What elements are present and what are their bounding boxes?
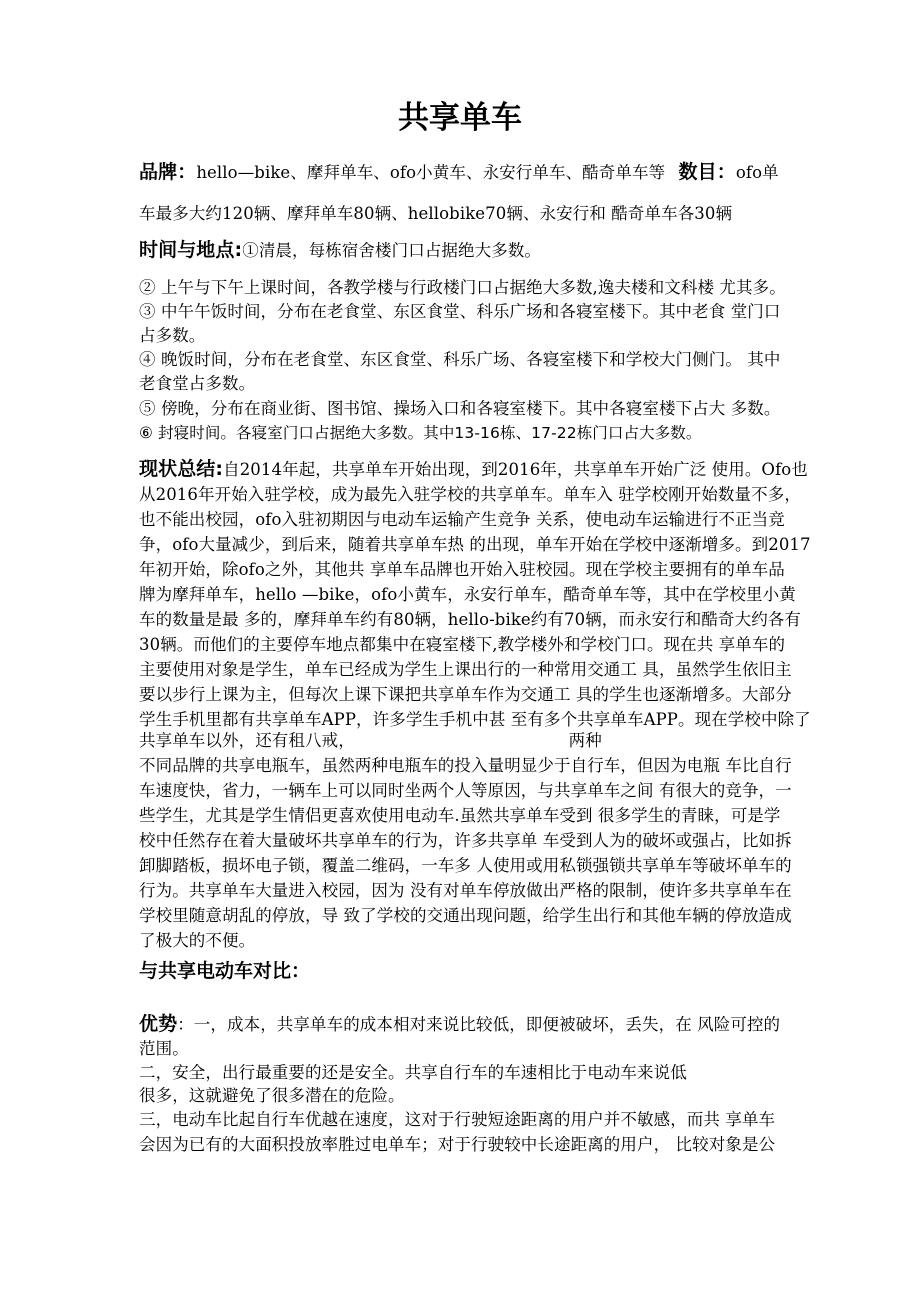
status-line: 不同品牌的共享电瓶车，虽然两种电瓶车的投入量明显少于自行车，但因为电瓶 车比自行 [139, 756, 792, 775]
status-line: 了极大的不便。 [139, 931, 256, 950]
count-text-2: 车最多大约120辆、摩拜单车80辆、hellobike70辆、永安行和 酷奇单车各30辆 [139, 204, 733, 223]
time-item: ③ 中午午饭时间，分布在老食堂、东区食堂、科乐广场和各寝室楼下。其中老食 堂门口 [139, 302, 781, 321]
status-first: 自2014年起，共享单车开始出现，到2016年，共享单车开始广泛 使用。Ofo也 [223, 460, 808, 479]
time-line: 时间与地点:①清晨，每栋宿舍楼门口占据绝大多数。 [139, 239, 542, 261]
time-item: ⑥ 封寝时间。各寝室门口占据绝大多数。其中13-16栋、17-22栋门口占大多数。 [139, 424, 702, 442]
status-line: 车的数量是最 多的，摩拜单车约有80辆，hello-bike约有70辆，而永安行和酷奇大约各有 [139, 610, 801, 629]
count-label: 数目 [678, 161, 717, 183]
status-label: 现状总结 [139, 458, 216, 480]
advantage-item: 会因为已有的大面积投放率胜过电单车；对于行驶较中长途距离的用户， 比较对象是公 [139, 1135, 776, 1154]
status-line: 共享单车以外，还有租八戒， 两种 [139, 731, 602, 750]
status-line: 要以步行上课为主，但每次上课下课把共享单车作为交通工 具的学生也逐渐增多。大部分 [139, 685, 792, 704]
status-line: 学生手机里都有共享单车APP，许多学生手机中甚 至有多个共享单车APP。现在学校中除了 [139, 710, 811, 729]
status-line: 争，ofo大量减少，到后来，随着共享单车热 的出现，单车开始在学校中逐渐增多。到2017 [139, 535, 811, 554]
status-line: 主要使用对象是学生，单车已经成为学生上课出行的一种常用交通工 具，虽然学生依旧主 [139, 660, 792, 679]
time-item: ② 上午与下午上课时间，各教学楼与行政楼门口占据绝大多数,逸夫楼和文科楼 尤其多。 [139, 278, 786, 297]
status-line: 行为。共享单车大量进入校园，因为 没有对单车停放做出严格的限制，使许多共享单车在 [139, 881, 792, 900]
page-title: 共享单车 [398, 100, 522, 136]
status-line: 也不能出校园，ofo入驻初期因与电动车运输产生竞争 关系，使电动车运输进行不正当竞 [139, 510, 785, 529]
advantage-item: 范围。 [139, 1039, 189, 1058]
status-line: 牌为摩拜单车，hello —bike，ofo小黄车，永安行单车，酷奇单车等，其中在学校里小黄 [139, 585, 796, 604]
count-text-1: ofo单 [735, 163, 779, 182]
status-line: 卸脚踏板，损坏电子锁，覆盖二维码，一车多 人使用或用私锁强锁共享单车等破坏单车的 [139, 856, 792, 875]
brand-text: hello—bike、摩拜单车、ofo小黄车、永安行单车、酷奇单车等 [196, 163, 666, 182]
status-line: 年初开始，除ofo之外，其他共 享单车品牌也开始入驻校园。现在学校主要拥有的单车品 [139, 560, 785, 579]
time-item: ④ 晚饭时间，分布在老食堂、东区食堂、科乐广场、各寝室楼下和学校大门侧门。 其中 [139, 350, 781, 369]
status-line: 校中任然存在着大量破坏共享单车的行为，许多共享单 车受到人为的破坏或强占，比如拆 [139, 831, 792, 850]
time-label: 时间与地点 [139, 239, 235, 261]
brand-label: 品牌 [139, 161, 178, 183]
advantage-item: 很多，这就避免了很多潜在的危险。 [139, 1086, 405, 1105]
status-line: 从2016年开始入驻学校，成为最先入驻学校的共享单车。单车入 驻学校刚开始数量不多， [139, 485, 801, 504]
advantage-item: 三，电动车比起自行车优越在速度，这对于行驶短途距离的用户并不敏感，而共 享单车 [139, 1110, 776, 1129]
advantage-item: 二，安全，出行最重要的还是安全。共享自行车的车速相比于电动车来说低 [139, 1063, 687, 1082]
time-first: ①清晨，每栋宿舍楼门口占据绝大多数。 [242, 241, 542, 260]
time-item: 占多数。 [139, 326, 206, 345]
advantage-line [139, 1012, 864, 1037]
status-line: 学校里随意胡乱的停放，导 致了学校的交通出现问题，给学生出行和其他车辆的停放造成 [139, 906, 792, 925]
status-line: 车速度快，省力，一辆车上可以同时坐两个人等原因，与共享单车之间 有很大的竞争，一 [139, 781, 792, 800]
status-line: 现状总结:自2014年起，共享单车开始出现，到2016年，共享单车开始广泛 使用。Ofo也 [139, 458, 808, 480]
compare-heading: 与共享电动车对比： [139, 960, 311, 982]
advantage-first: ：一，成本，共享单车的成本相对来说比较低，即便被破坏，丢失，在 风险可控的 [177, 1015, 781, 1034]
time-item: 老食堂占多数。 [139, 374, 256, 393]
brand-line: 品牌：hello—bike、摩拜单车、ofo小黄车、永安行单车、酷奇单车等 数目：ofo单 [139, 161, 779, 183]
advantage-label: 优势 [139, 1013, 178, 1035]
status-line: 些学生，尤其是学生情侣更喜欢使用电动车.虽然共享单车受到 很多学生的青睐，可是学 [139, 806, 781, 825]
status-line: 30辆。而他们的主要停车地点都集中在寝室楼下,教学楼外和学校门口。现在共 享单车的 [139, 635, 786, 654]
time-item: ⑤ 傍晚，分布在商业街、图书馆、操场入口和各寝室楼下。其中各寝室楼下占大 多数。 [139, 399, 781, 418]
